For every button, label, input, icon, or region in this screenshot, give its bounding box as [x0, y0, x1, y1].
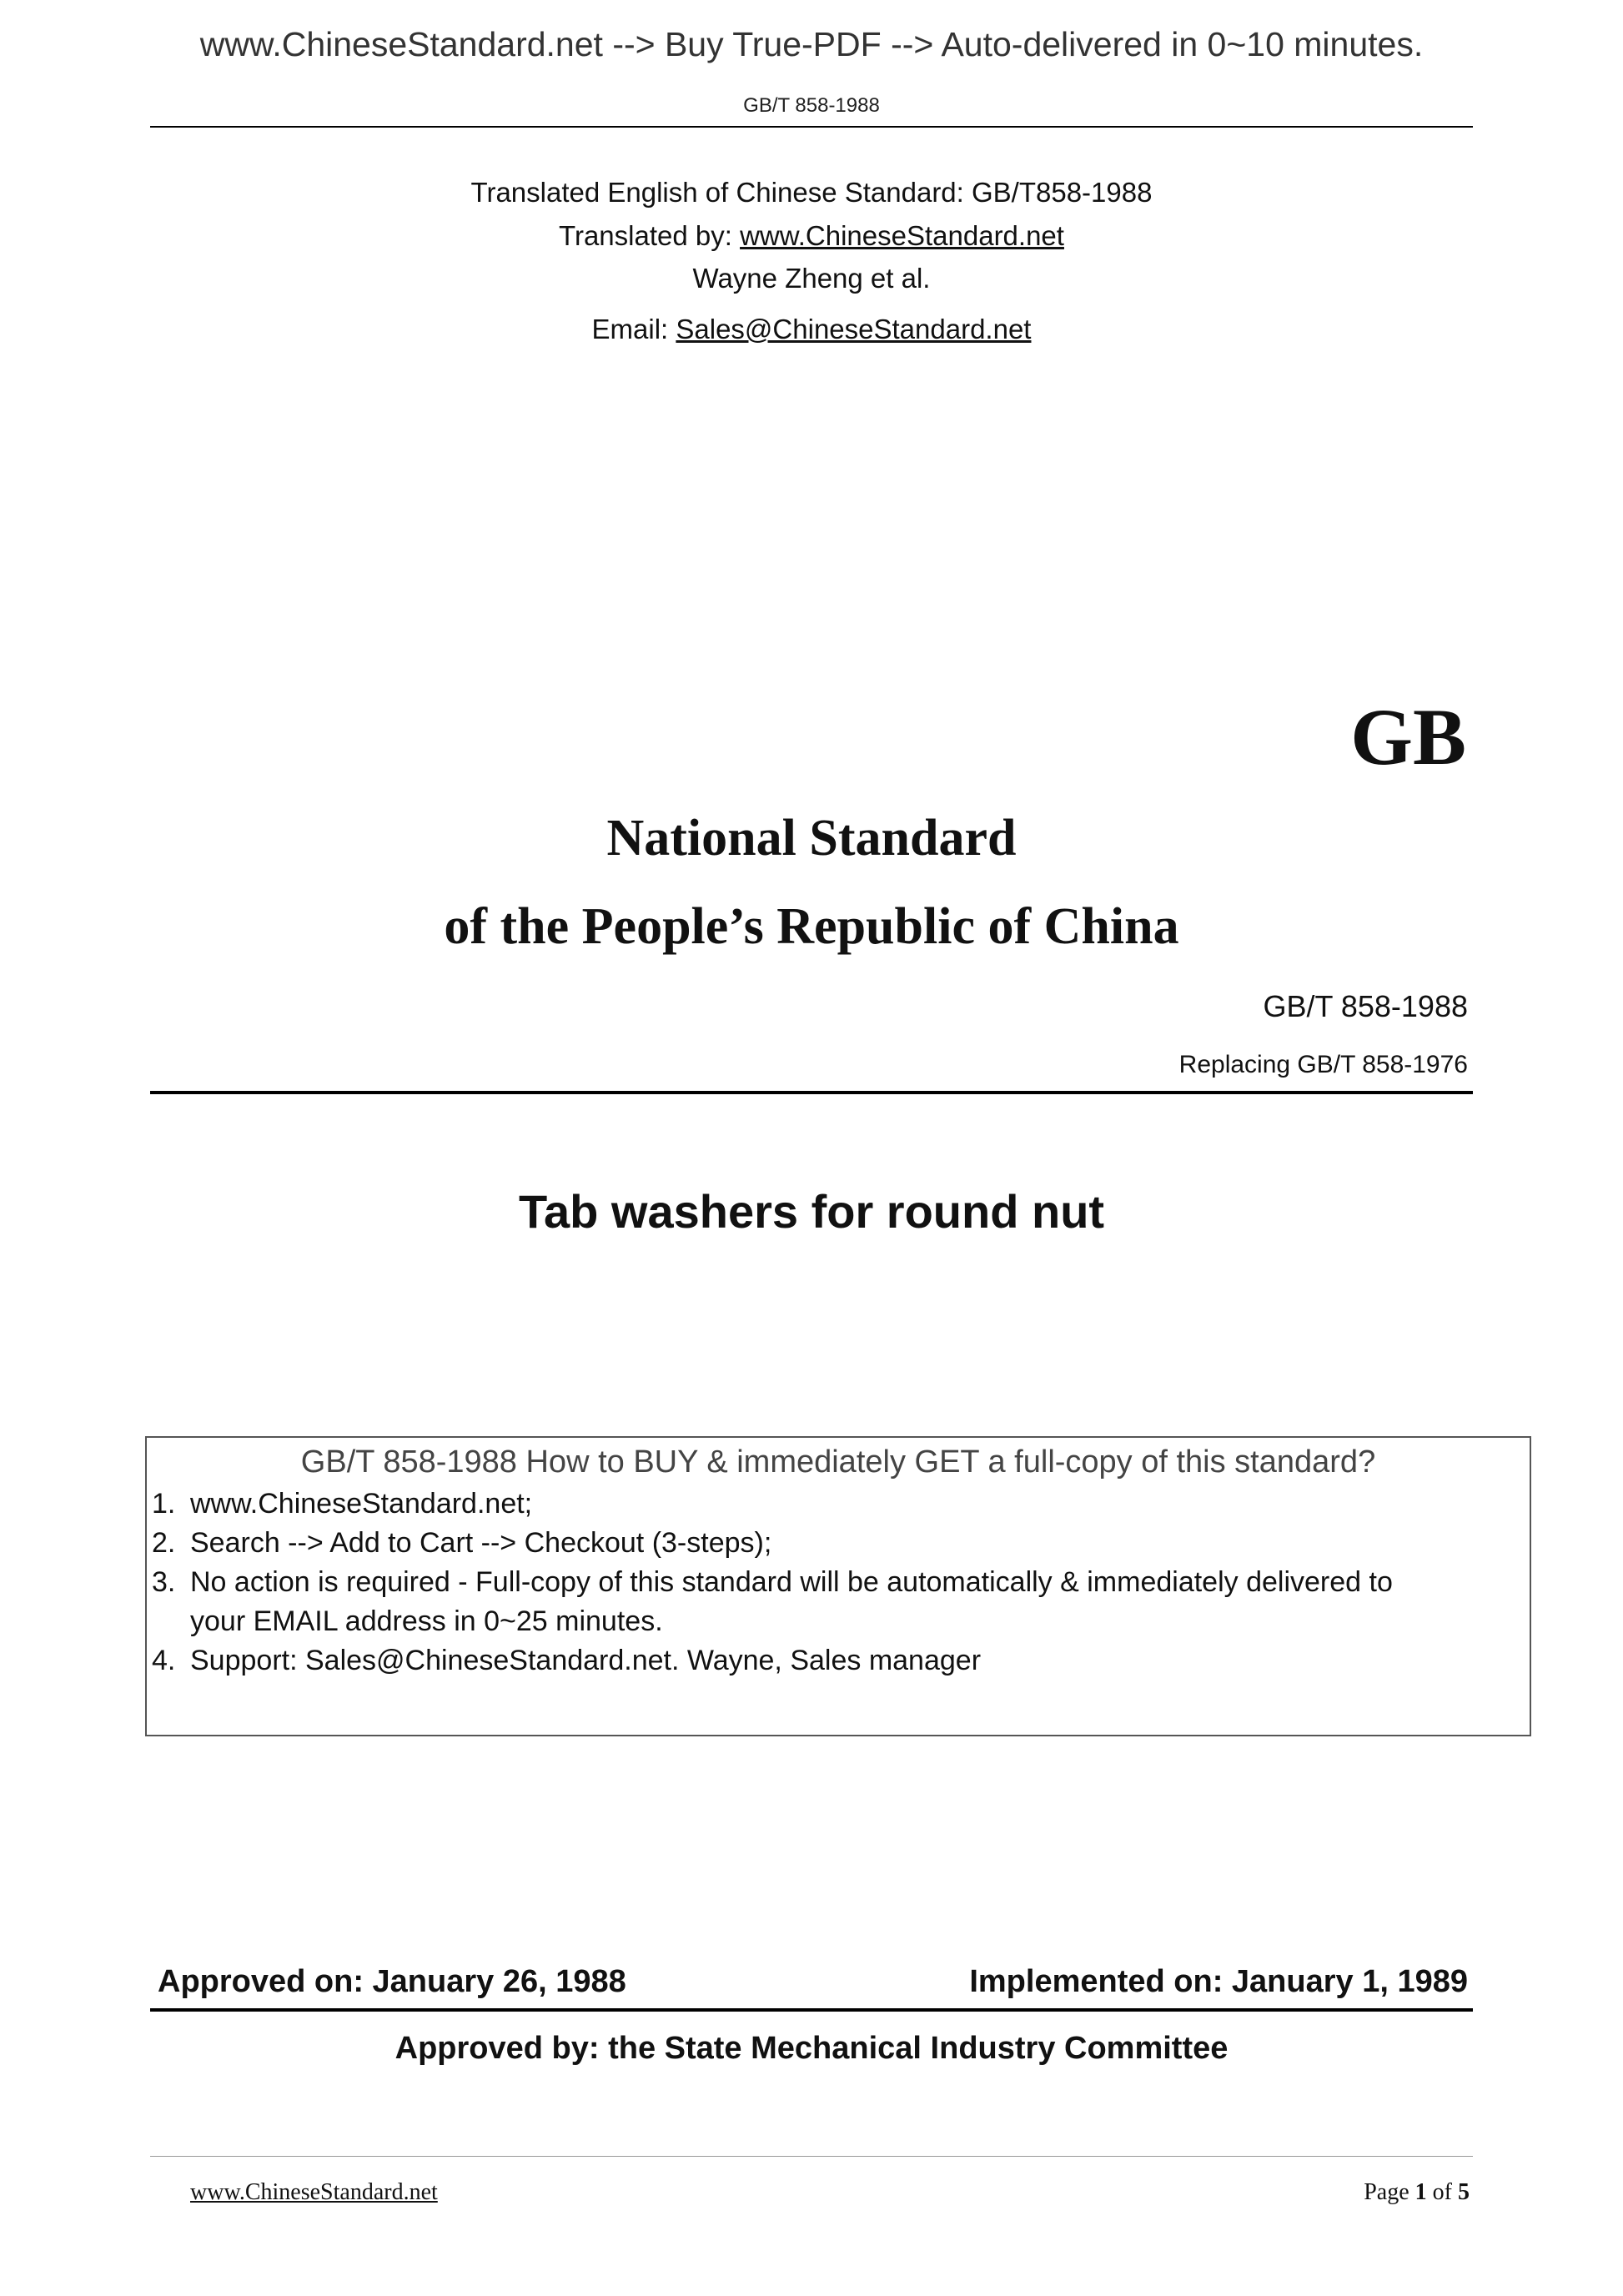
running-code: GB/T 858-1988: [743, 94, 880, 117]
page-mid: of: [1426, 2179, 1458, 2205]
buy-step-number: 2.: [152, 1527, 176, 1559]
email-line: [0, 314, 1623, 345]
header-rule: [150, 126, 1473, 128]
buy-info-box: [145, 1436, 1531, 1736]
buy-step-number: 1.: [152, 1488, 176, 1520]
dates-rule: [150, 2008, 1473, 2012]
title-line-2: of the People’s Republic of China: [444, 898, 1179, 955]
translator-name: Wayne Zheng et al.: [692, 263, 931, 294]
approved-on: Approved on: January 26, 1988: [158, 1964, 626, 1999]
translated-by-label: Translated by:: [559, 220, 741, 251]
approved-by: Approved by: the State Mechanical Industry Committee: [394, 2031, 1229, 2066]
header-banner: www.ChineseStandard.net --> Buy True-PDF --> Auto-delivered in 0~10 minutes.: [199, 25, 1424, 63]
translated-by: [0, 220, 1623, 252]
buy-step-text: your EMAIL address in 0~25 minutes.: [190, 1605, 663, 1637]
buy-step-number: 3.: [152, 1566, 176, 1598]
implemented-on: Implemented on: January 1, 1989: [969, 1964, 1468, 1999]
page-number: [1364, 2179, 1470, 2206]
cover-rule: [150, 1091, 1473, 1094]
page-current: 1: [1414, 2179, 1427, 2205]
buy-box-title: GB/T 858-1988 How to BUY & immediately GET a full-copy of this standard?: [300, 1444, 1376, 1480]
buy-step-text: www.ChineseStandard.net;: [190, 1488, 533, 1520]
buy-step-number: 4.: [152, 1645, 176, 1676]
replacing-code: Replacing GB/T 858-1976: [1178, 1051, 1468, 1078]
buy-step-3-continued: [152, 1605, 663, 1638]
footer-rule: [150, 2156, 1473, 2157]
buy-step-text: No action is required - Full-copy of this standard will be automatically & immediately delivered to: [190, 1566, 1393, 1598]
buy-step-4: [152, 1645, 981, 1677]
buy-step-2: [152, 1527, 771, 1560]
buy-step-1: [152, 1488, 532, 1520]
title-line-1: National Standard: [606, 810, 1017, 867]
buy-step-text: Search --> Add to Cart --> Checkout (3-steps);: [190, 1527, 772, 1559]
translation-line: Translated English of Chinese Standard: GB/T858-1988: [470, 177, 1153, 208]
footer-site-link[interactable]: www.ChineseStandard.net: [190, 2179, 438, 2205]
buy-step-3: [152, 1566, 1393, 1599]
page-prefix: Page: [1364, 2179, 1415, 2205]
email-link[interactable]: Sales@ChineseStandard.net: [676, 314, 1032, 344]
standard-code: GB/T 858-1988: [1263, 989, 1468, 1023]
buy-step-text: Support: Sales@ChineseStandard.net. Wayne, Sales manager: [190, 1645, 982, 1676]
page-total: 5: [1458, 2179, 1470, 2205]
document-title: Tab washers for round nut: [518, 1185, 1105, 1238]
email-label: Email:: [591, 314, 676, 344]
gb-mark: GB: [1350, 692, 1466, 781]
translator-site-link[interactable]: www.ChineseStandard.net: [740, 220, 1064, 251]
